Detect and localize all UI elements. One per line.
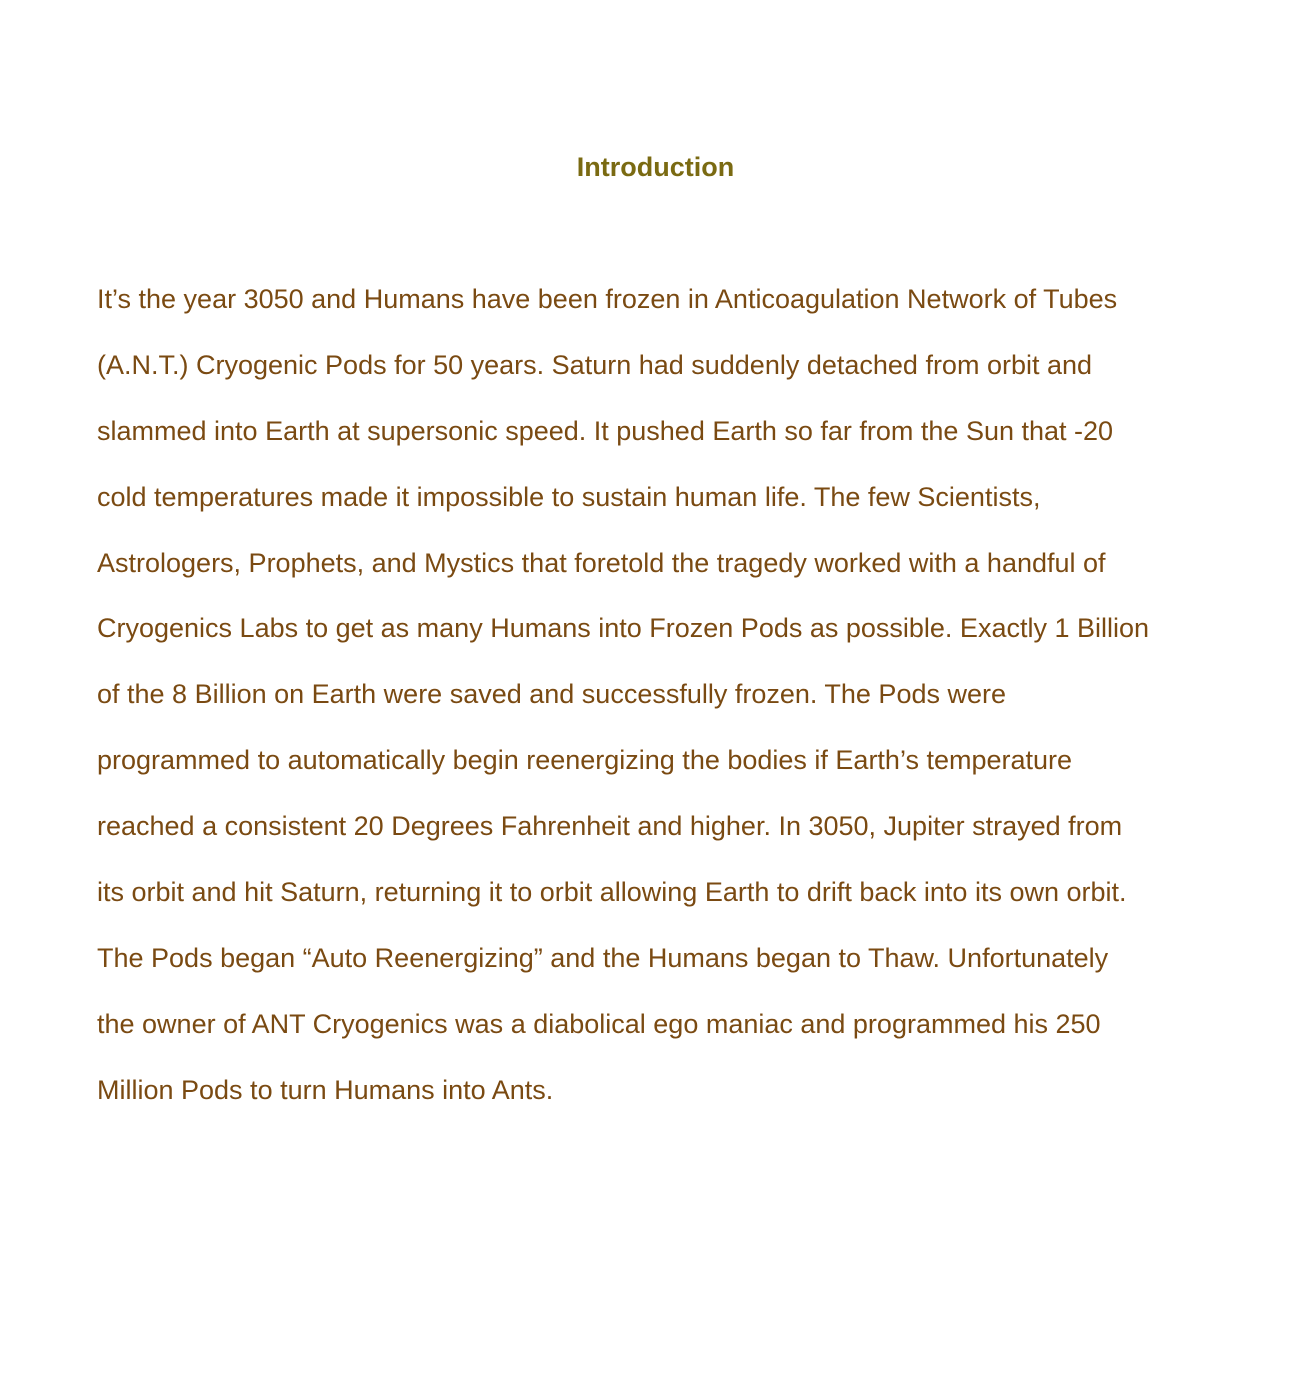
paragraph-line: Million Pods to turn Humans into Ants. <box>97 1074 554 1105</box>
paragraph-line: Cryogenics Labs to get as many Humans into Frozen Pods as possible. Exactly 1 Billion <box>97 613 1150 644</box>
paragraph-line: its orbit and hit Saturn, returning it to orbit allowing Earth to drift back into its own orbit. <box>97 877 1127 908</box>
paragraph-line: (A.N.T.) Cryogenic Pods for 50 years. Saturn had suddenly detached from orbit and <box>97 349 1093 380</box>
heading-introduction: Introduction <box>576 152 735 182</box>
paragraph-line: slammed into Earth at supersonic speed. It pushed Earth so far from the Sun that -20 <box>97 415 1114 446</box>
paragraph-line: programmed to automatically begin reenergizing the bodies if Earth’s temperature <box>97 745 1073 776</box>
paragraph-line: The Pods began “Auto Reenergizing” and the Humans began to Thaw. Unfortunately <box>97 942 1109 973</box>
paragraph-line: Astrologers, Prophets, and Mystics that foretold the tragedy worked with a handful of <box>97 547 1106 578</box>
paragraph-line: reached a consistent 20 Degrees Fahrenheit and higher. In 3050, Jupiter strayed from <box>97 811 1123 842</box>
paragraph-line: of the 8 Billion on Earth were saved and successfully frozen. The Pods were <box>97 679 1006 710</box>
paragraph-line: the owner of ANT Cryogenics was a diabolical ego maniac and programmed his 250 <box>97 1008 1101 1039</box>
paragraph-line: It’s the year 3050 and Humans have been frozen in Anticoagulation Network of Tubes <box>97 284 1118 314</box>
paragraph-line: cold temperatures made it impossible to sustain human life. The few Scientists, <box>97 481 1041 512</box>
intro-paragraph <box>97 279 1237 1136</box>
